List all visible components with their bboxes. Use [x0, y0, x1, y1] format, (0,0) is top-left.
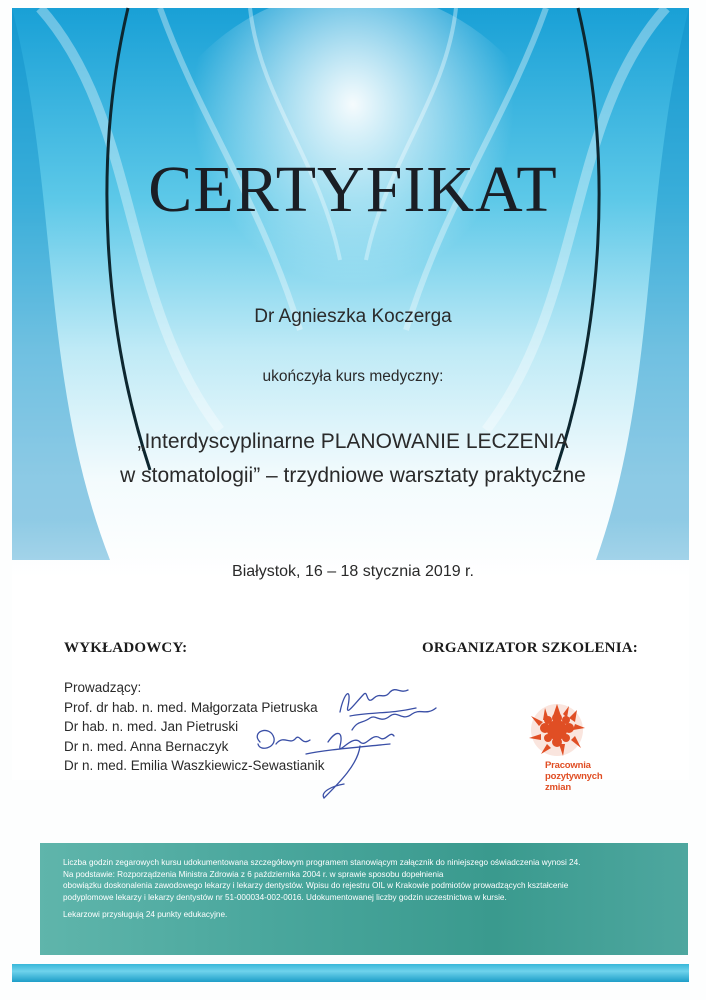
- lecturer-name: Dr hab. n. med. Jan Pietruski: [64, 719, 239, 734]
- footer-line: Liczba godzin zegarowych kursu udokumentowana szczegółowym programem stanowiącym załącznik do niniejszego oświadczenia wynosi 24.: [63, 858, 581, 867]
- bottom-stripe: [12, 964, 689, 982]
- completed-text: ukończyła kurs medyczny:: [262, 368, 444, 385]
- organizer-logo-text: [545, 760, 609, 793]
- lead-label: Prowadzący:: [64, 680, 142, 695]
- certificate-title: CERTYFIKAT: [148, 153, 558, 226]
- handwritten-signatures: [240, 672, 460, 802]
- place-date: Białystok, 16 – 18 stycznia 2019 r.: [232, 563, 474, 580]
- logo-word: zmian: [545, 782, 571, 793]
- footer-line: obowiązku doskonalenia zawodowego lekarzy i lekarzy dentystów. Wpisu do rejestru OIL w Krakowie podmiotów prowadzących kształcenie: [63, 881, 569, 891]
- lecturers-heading: WYKŁADOWCY:: [64, 640, 188, 656]
- logo-word: Pracownia: [545, 760, 591, 771]
- course-name: [0, 425, 706, 493]
- organizer-heading: ORGANIZATOR SZKOLENIA:: [422, 640, 638, 656]
- recipient-name: Dr Agnieszka Koczerga: [254, 306, 452, 327]
- course-line-2: w stomatologii” – trzydniowe warsztaty praktyczne: [120, 464, 586, 487]
- logo-word: pozytywnych: [545, 771, 603, 782]
- lecturer-name: Dr n. med. Anna Bernaczyk: [64, 738, 229, 754]
- course-line-1: „Interdyscyplinarne PLANOWANIE LECZENIA: [137, 430, 569, 453]
- footer-line: Na podstawie: Rozporządzenia Ministra Zdrowia z 6 października 2004 r. w sprawie sposobu dopełnienia: [63, 869, 444, 879]
- footer-line: podyplomowe lekarzy i lekarzy dentystów nr 51-000034-002-0016. Udokumentowanej liczby godzin uczestnictwa w kursie.: [63, 893, 507, 903]
- footer-text: [63, 857, 673, 921]
- footer-points: Lekarzowi przysługują 24 punkty edukacyjne.: [63, 909, 228, 919]
- lecturer-name: Prof. dr hab. n. med. Małgorzata Pietruska: [64, 699, 318, 715]
- lecturer-name: Dr n. med. Emilia Waszkiewicz-Sewastianik: [64, 758, 325, 773]
